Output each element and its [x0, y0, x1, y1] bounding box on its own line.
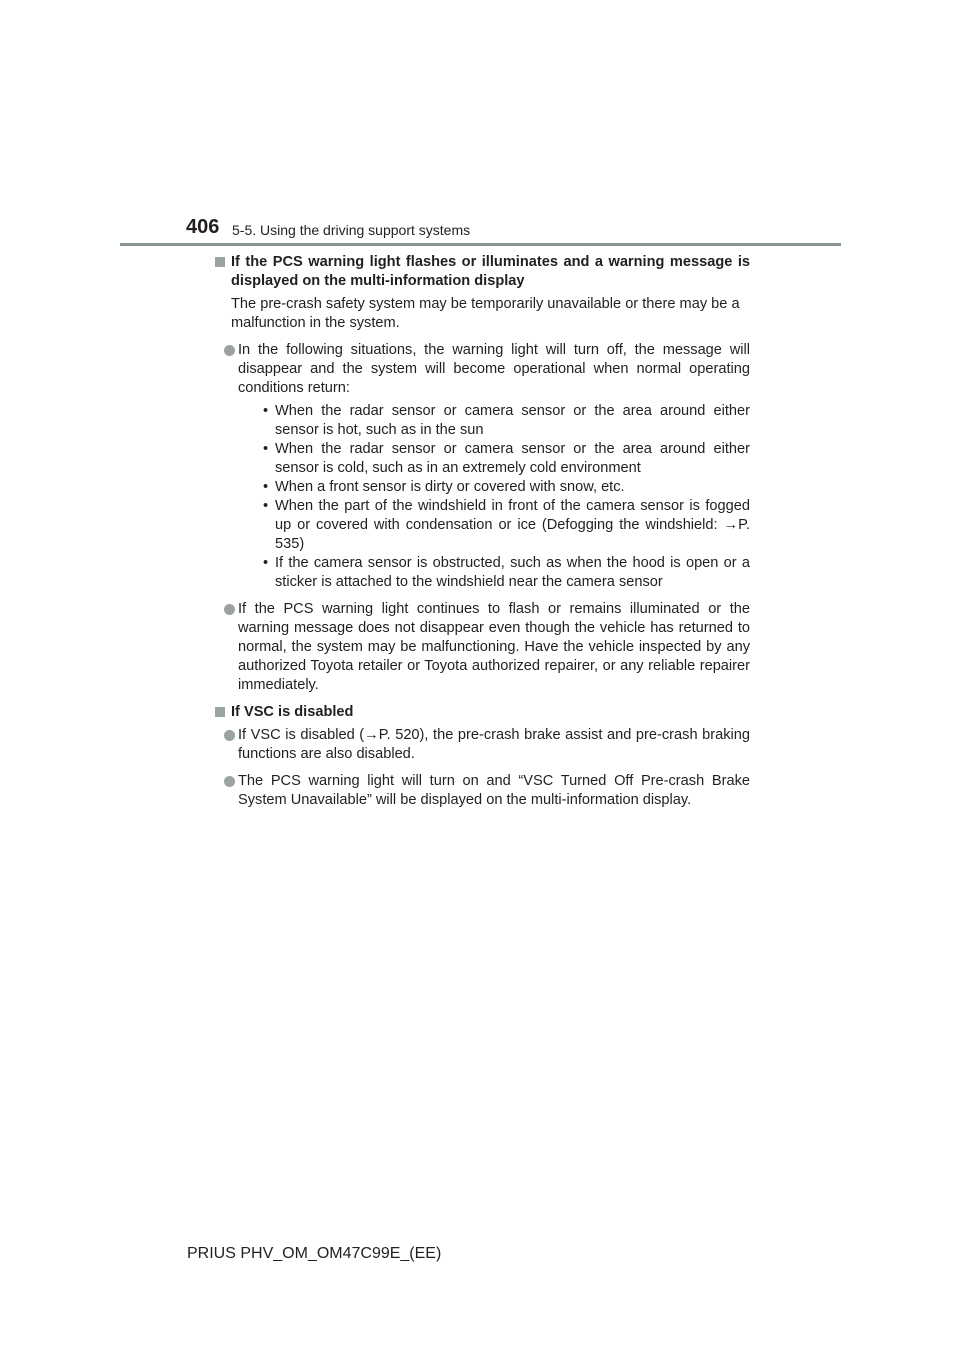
square-bullet-icon	[215, 257, 225, 267]
list-item	[215, 600, 750, 695]
topic-title: If the PCS warning light flashes or illuminates and a warning message is displayed on the multi-information display	[231, 254, 750, 289]
dot-marker: •	[263, 555, 269, 571]
dot-marker: •	[263, 479, 269, 495]
list-item-text: If the PCS warning light continues to flash or remains illuminated or the warning message does not disappear even though the vehicle has returned to normal, the system may be malfunctioning. Have the vehicle inspected by any authorized Toyota retailer or Toyota authorized repairer, or any reliable repairer immediately.	[238, 601, 750, 693]
list-item-text: The PCS warning light will turn on and “VSC Turned Off Pre-crash Brake System Unavailable” will be displayed on the multi-information display.	[238, 773, 750, 808]
sub-list-item	[238, 402, 750, 440]
circle-bullet-icon	[224, 730, 235, 741]
main-content	[215, 253, 750, 818]
square-bullet-icon	[215, 707, 225, 717]
topic-intro: The pre-crash safety system may be temporarily unavailable or there may be a malfunction in the system.	[231, 296, 740, 331]
circle-bullet-icon	[224, 604, 235, 615]
dot-marker: •	[263, 403, 269, 419]
list-item	[215, 726, 750, 764]
list-item-text: In the following situations, the warning light will turn off, the message will disappear and the system will become operational when normal operating conditions return:	[238, 342, 750, 396]
sub-list-item-text: If the camera sensor is obstructed, such as when the hood is open or a sticker is attached to the windshield near the camera sensor	[275, 555, 750, 590]
page-header	[0, 0, 960, 250]
dot-marker: •	[263, 498, 269, 514]
topic-heading	[215, 253, 750, 291]
circle-bullet-icon	[224, 776, 235, 787]
sub-list-item-text: When the part of the windshield in front of the camera sensor is fogged up or covered with condensation or ice (Defogging the windshield: →P. 535)	[275, 498, 750, 552]
sub-list-item	[238, 440, 750, 478]
list-item	[215, 341, 750, 592]
sub-list-item-text: When the radar sensor or camera sensor or the area around either sensor is hot, such as in the sun	[275, 403, 750, 438]
sub-list-item	[238, 497, 750, 554]
section-title: 5-5. Using the driving support systems	[232, 222, 471, 238]
sub-list-item-text: When a front sensor is dirty or covered with snow, etc.	[275, 479, 625, 495]
header-divider	[120, 243, 841, 246]
sub-list-item	[238, 554, 750, 592]
document-code: PRIUS PHV_OM_OM47C99E_(EE)	[187, 1245, 442, 1262]
topic-title: If VSC is disabled	[231, 704, 354, 720]
list-item-text: If VSC is disabled (→P. 520), the pre-crash brake assist and pre-crash braking functions are also disabled.	[238, 727, 750, 762]
page-number: 406	[186, 216, 220, 238]
circle-bullet-icon	[224, 345, 235, 356]
list-item	[215, 772, 750, 810]
sub-list-item-text: When the radar sensor or camera sensor or the area around either sensor is cold, such as in an extremely cold environment	[275, 441, 750, 476]
sub-list-item	[238, 478, 750, 497]
topic-heading	[215, 703, 750, 722]
dot-marker: •	[263, 441, 269, 457]
